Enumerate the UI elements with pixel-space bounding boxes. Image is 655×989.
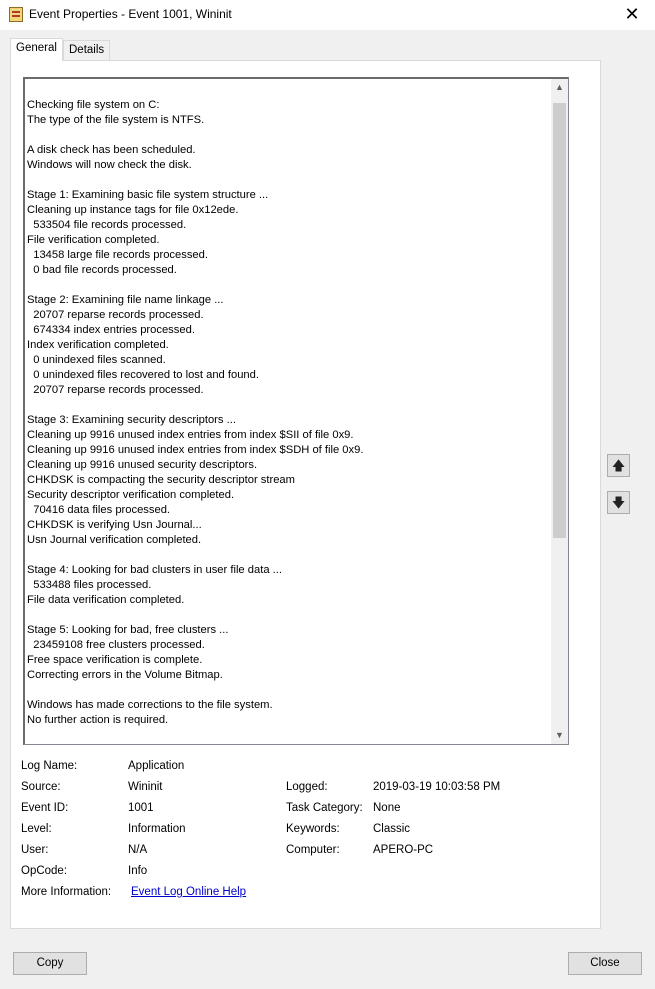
copy-button[interactable]: Copy [13, 952, 87, 975]
source-value: Wininit [128, 781, 163, 793]
opcode-label: OpCode: [21, 865, 68, 877]
scroll-thumb[interactable] [553, 103, 566, 538]
user-value: N/A [128, 844, 148, 856]
event-viewer-icon [9, 7, 23, 22]
keywords-value: Classic [373, 823, 411, 835]
opcode-value: Info [128, 865, 148, 877]
user-label: User: [21, 844, 49, 856]
description-text[interactable]: Checking file system on C: The type of the file system is NTFS. A disk check has been scheduled. Windows will now check the disk. Stage 1: Examining basic file system structure ... Cleaning up instance tags for file 0x12ede. 533504 file records processed. File verification completed. 13458 large file records processed. 0 bad file records processed. Stage 2: Examining file name linkage ... 20707 reparse records processed. 674334 index entries processed. Index verification completed. 0 unindexed files scanned. 0 unindexed files recovered to lost and found. 20707 reparse records processed. Stage 3: Examining security descriptors ... Cleaning up 9916 unused index entries from index $SII of file 0x9. Cleaning up 9916 unused index entries from index $SDH of file 0x9. Cleaning up 9916 unused security descriptors. CHKDSK is compacting the security descriptor stream Security descriptor verification completed. 70416 data files processed. CHKDSK is verifying Usn Journal... Usn Journal verification completed. Stage 4: Looking for bad clusters in user file data ... 533488 files processed. File data verification completed. Stage 5: Looking for bad, free clusters ... 23459108 free clusters processed. Free space verification is complete. Correcting errors in the Volume Bitmap. Windows has made corrections to the file system. No further action is required. [27, 99, 364, 726]
log-name-value: Application [128, 760, 185, 772]
description-scrollbar[interactable] [551, 79, 568, 744]
logged-value: 2019-03-19 10:03:58 PM [373, 781, 501, 793]
keywords-label: Keywords: [286, 823, 340, 835]
source-label: Source: [21, 781, 61, 793]
event-id-label: Event ID: [21, 802, 69, 814]
close-window-button[interactable]: ✕ [624, 4, 640, 24]
event-id-value: 1001 [128, 802, 154, 814]
previous-event-button[interactable]: 🡅 [607, 454, 630, 477]
description-box[interactable] [23, 77, 569, 745]
event-log-online-help-link[interactable]: Event Log Online Help [131, 886, 247, 898]
next-event-button[interactable]: 🡇 [607, 491, 630, 514]
level-label: Level: [21, 823, 52, 835]
tab-details[interactable]: Details [63, 40, 110, 61]
close-button[interactable]: Close [568, 952, 642, 975]
computer-label: Computer: [286, 844, 340, 856]
tab-general[interactable]: General [10, 38, 63, 61]
scroll-up-arrow-icon[interactable]: ▲ [555, 82, 564, 92]
task-category-value: None [373, 802, 401, 814]
task-category-label: Task Category: [286, 802, 363, 814]
computer-value: APERO-PC [373, 844, 434, 856]
level-value: Information [128, 823, 186, 835]
log-name-label: Log Name: [21, 760, 78, 772]
title-bar [0, 0, 655, 30]
logged-label: Logged: [286, 781, 328, 793]
scroll-down-arrow-icon[interactable]: ▼ [555, 730, 564, 740]
more-information-label: More Information: [21, 886, 112, 898]
window-title: Event Properties - Event 1001, Wininit [29, 7, 232, 21]
general-panel [10, 60, 601, 929]
